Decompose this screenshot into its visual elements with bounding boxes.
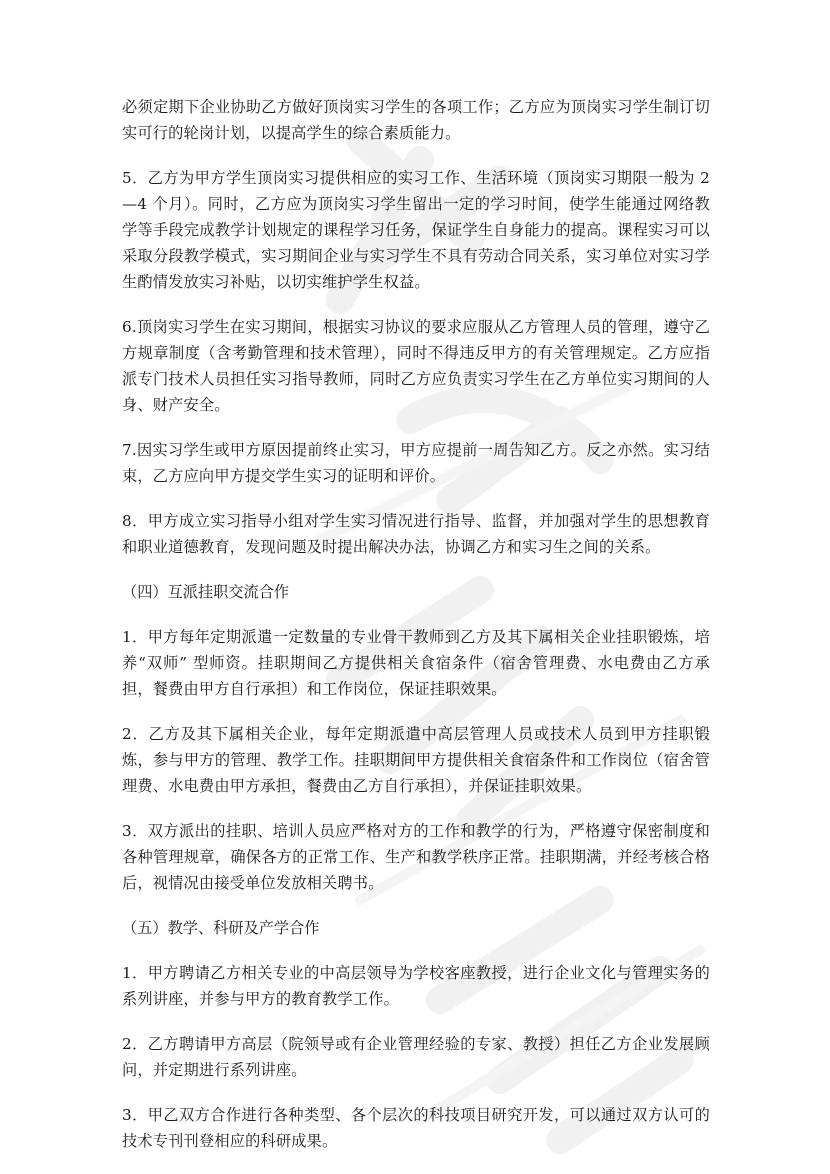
paragraph-continuation: 必须定期下企业协助乙方做好顶岗实习学生的各项工作；乙方应为顶岗实习学生制订切实可行的轮岗计划，以提高学生的综合素质能力。 — [122, 98, 710, 142]
document-body — [122, 94, 710, 1173]
paragraph-exchange-3: 3．双方派出的挂职、培训人员应严格对方的工作和教学的行为，严格遵守保密制度和各种管理规章，确保各方的正常工作、生产和教学秩序正常。挂职期满，并经考核合格后，视情况由接受单位发放相关聘书。 — [122, 822, 710, 892]
paragraph-cooperation-1: 1．甲方聘请乙方相关专业的中高层领导为学校客座教授，进行企业文化与管理实务的系列讲座，并参与甲方的教育教学工作。 — [122, 964, 710, 1008]
paragraph-item-6: 6.顶岗实习学生在实习期间，根据实习协议的要求应服从乙方管理人员的管理，遵守乙方规章制度（含考勤管理和技术管理），同时不得违反甲方的有关管理规定。乙方应指派专门技术人员担任实习指导教师，同时乙方应负责实习学生在乙方单位实习期间的人身、财产安全。 — [122, 318, 710, 414]
section-heading-4: （四）互派挂职交流合作 — [122, 583, 290, 601]
paragraph-cooperation-2: 2．乙方聘请甲方高层（院领导或有企业管理经验的专家、教授）担任乙方企业发展顾问，并定期进行系列讲座。 — [122, 1035, 710, 1079]
section-heading-5: （五）教学、科研及产学合作 — [122, 919, 320, 937]
paragraph-item-8: 8．甲方成立实习指导小组对学生实习情况进行指导、监督，并加强对学生的思想教育和职业道德教育，发现问题及时提出解决办法，协调乙方和实习生之间的关系。 — [122, 512, 710, 556]
paragraph-item-7: 7.因实习学生或甲方原因提前终止实习，甲方应提前一周告知乙方。反之亦然。实习结束，乙方应向甲方提交学生实习的证明和评价。 — [122, 441, 710, 485]
paragraph-cooperation-3: 3．甲乙双方合作进行各种类型、各个层次的科技项目研究开发，可以通过双方认可的技术专刊刊登相应的科研成果。 — [122, 1106, 710, 1150]
paragraph-exchange-1: 1．甲方每年定期派遣一定数量的专业骨干教师到乙方及其下属相关企业挂职锻炼，培养“双师” 型师资。挂职期间乙方提供相关食宿条件（宿舍管理费、水电费由乙方承担，餐费由甲方自行承担）和工作岗位，保证挂职效果。 — [122, 628, 710, 698]
paragraph-item-5: 5．乙方为甲方学生顶岗实习提供相应的实习工作、生活环境（顶岗实习期限一般为 2—4 个月）。同时，乙方应为顶岗实习学生留出一定的学习时间，使学生能通过网络教学等手段完成教学计划规定的课程学习任务，保证学生自身能力的提高。课程实习可以采取分段教学模式，实习期间企业与实习学生不具有劳动合同关系，实习单位对实习学生酌情发放实习补贴，以切实维护学生权益。 — [122, 169, 710, 291]
paragraph-exchange-2: 2．乙方及其下属相关企业，每年定期派遣中高层管理人员或技术人员到甲方挂职锻炼，参与甲方的管理、教学工作。挂职期间甲方提供相关食宿条件和工作岗位（宿舍管理费、水电费由甲方承担，餐费由乙方自行承担），并保证挂职效果。 — [122, 725, 710, 795]
